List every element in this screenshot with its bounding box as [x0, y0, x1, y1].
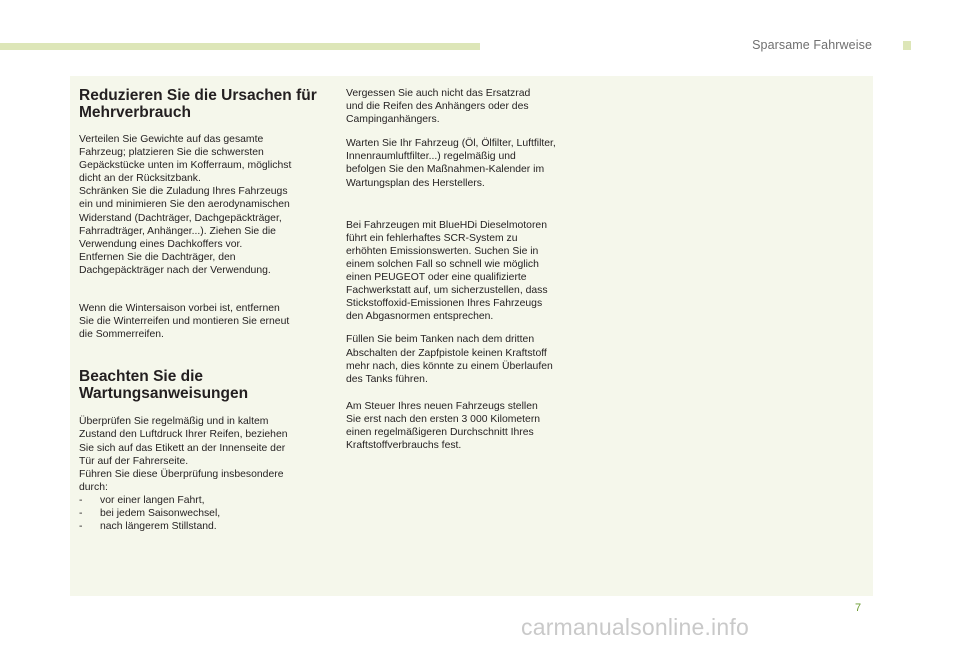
list-item: - bei jedem Saisonwechsel,	[79, 507, 221, 519]
paragraph-bluehdi-scr: Bei Fahrzeugen mit BlueHDi Dieselmotoren führt ein fehlerhaftes SCR-System zu erhöhten Emissionswerten. Suchen Sie in einem solchen Fall so schnell wie möglich einen PEUGEOT oder eine qualifizierte Fachwerkstatt auf, um sicherzustellen, dass Stickstoffoxid-Emissionen Ihres Fahrzeugs den Abgasnormen entsprechen.	[346, 219, 548, 323]
list-item: - vor einer langen Fahrt,	[79, 494, 205, 506]
heading-maintenance: Beachten Sie die Wartungsanweisungen	[79, 368, 249, 402]
right-column	[346, 87, 604, 452]
paragraph-refuelling: Füllen Sie beim Tanken nach dem dritten Abschalten der Zapfpistole keinen Kraftstoff mehr nach, dies könnte zu einem Überlaufen des Tanks führen.	[346, 334, 553, 385]
paragraph-tyre-pressure: Überprüfen Sie regelmäßig und in kaltem Zustand den Luftdruck Ihrer Reifen, beziehen Sie sich auf das Etikett an der Innenseite der Tür auf der Fahrerseite. Führen Sie diese Überprüfung insbesondere durch:	[79, 416, 288, 493]
section-title: Sparsame Fahrweise	[752, 38, 872, 52]
bullet-dash: -	[79, 494, 83, 506]
header-accent-bar	[0, 43, 480, 50]
check-occasions-list	[79, 494, 337, 533]
paragraph-vehicle-service: Warten Sie Ihr Fahrzeug (Öl, Ölfilter, Luftfilter, Innenraumluftfilter...) regelmäßig und befolgen Sie den Maßnahmen-Kalender im Wartungsplan des Herstellers.	[346, 138, 556, 189]
paragraph-spare-wheel: Vergessen Sie auch nicht das Ersatzrad und die Reifen des Anhängers oder des Campinganhängers.	[346, 88, 531, 126]
paragraph-new-vehicle: Am Steuer Ihres neuen Fahrzeugs stellen Sie erst nach den ersten 3 000 Kilometern einen regelmäßigeren Durchschnitt Ihres Kraftstoffverbrauchs fest.	[346, 400, 541, 452]
heading-reduce-consumption: Reduzieren Sie die Ursachen für Mehrverbrauch	[79, 87, 317, 121]
left-column	[79, 87, 337, 533]
bullet-dash: -	[79, 521, 83, 533]
paragraph-weight-distribution: Verteilen Sie Gewichte auf das gesamte Fahrzeug; platzieren Sie die schwersten Gepäckstücke unten im Kofferraum, möglichst dicht an der Rücksitzbank. Schränken Sie die Zuladung Ihres Fahrzeugs ein und minimieren Sie den aerodynamischen Widerstand (Dachträger, Dachgepäckträger, Fahrradträger, Anhänger...). Ziehen Sie die Verwendung eines Dachkoffers vor. Entfernen Sie die Dachträger, den Dachgepäckträger nach der Verwendung.	[79, 134, 292, 276]
watermark: carmanualsonline.info	[521, 614, 749, 640]
paragraph-winter-tyres: Wenn die Wintersaison vorbei ist, entfernen Sie die Winterreifen und montieren Sie erneut die Sommerreifen.	[79, 303, 290, 341]
bullet-dash: -	[79, 507, 83, 519]
section-marker	[903, 41, 911, 50]
page-number: 7	[855, 602, 862, 614]
list-item: - nach längerem Stillstand.	[79, 521, 217, 533]
